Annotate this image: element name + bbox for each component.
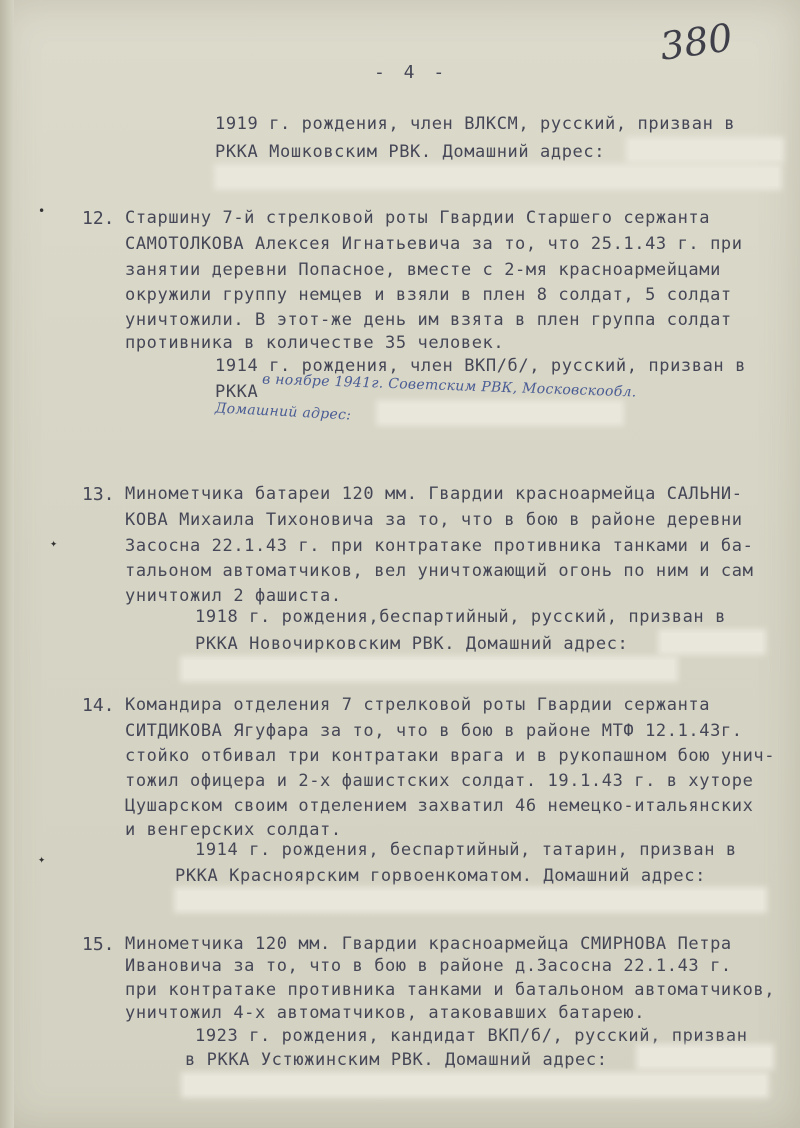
entry-text-line: окружили группу немцев и взяли в плен 8 солдат, 5 солдат: [125, 285, 732, 305]
entry-text-line: Старшину 7-й стрелковой роты Гвардии Старшего сержанта: [125, 208, 711, 228]
handwritten-note: Домашний адрес:: [214, 400, 352, 424]
entry-text-line: Минометчика батареи 120 мм. Гвардии красноармейца САЛЬНИ-: [125, 484, 743, 504]
bio-line: 1918 г. рождения,беспартийный, русский, призван в: [195, 607, 726, 627]
entry-text-line: противника в количестве 35 человек.: [125, 333, 505, 353]
bio-line: РККА Красноярским горвоенкоматом. Домашний адрес:: [175, 866, 706, 886]
bio-line: РККА: [215, 382, 259, 402]
entry-text-line: Засосна 22.1.43 г. при контратаке противника танками и ба-: [125, 536, 754, 556]
entry-text-line: Ивановича за то, что в бою в районе д.Засосна 22.1.43 г.: [125, 956, 732, 976]
redacted-address: [662, 633, 762, 651]
entry-text-line: при контратаке противника танками и батальоном автоматчиков,: [125, 980, 776, 1000]
entry-text-line: уничтожил 4-х автоматчиков, атаковавших батарею.: [125, 1003, 646, 1023]
entry-text-line: Командира отделения 7 стрелковой роты Гвардии сержанта: [125, 695, 711, 715]
entry-text-line: занятии деревни Попасное, вместе с 2-мя красноармейцами: [125, 260, 721, 280]
entry-text-line: стойко отбивал три контратаки врага и в рукопашном бою унич-: [125, 746, 776, 766]
redacted-address: [640, 1048, 770, 1066]
entry-number: 14.: [82, 695, 115, 716]
continuation-line: РККА Мошковским РВК. Домашний адрес:: [215, 142, 606, 162]
entry-text-line: тальоном автоматчиков, вел уничтожающий огонь по ним и сам: [125, 561, 754, 581]
bio-line: 1923 г. рождения, кандидат ВКП/б/, русский, призван: [195, 1026, 748, 1046]
redacted-address: [185, 1076, 765, 1094]
redacted-address: [380, 404, 620, 422]
bio-line: РККА Новочирковским РВК. Домашний адрес:: [195, 634, 629, 654]
entry-text-line: уничтожил 2 фашиста.: [125, 586, 342, 606]
entry-number: 12.: [82, 208, 115, 229]
redacted-address: [178, 891, 763, 909]
entry-text-line: СИТДИКОВА Ягуфара за то, что в бою в районе МТФ 12.1.43г.: [125, 721, 743, 741]
entry-text-line: тожил офицера и 2-х фашистских солдат. 19.1.43 г. в хуторе: [125, 771, 754, 791]
entry-text-line: Минометчика 120 мм. Гвардии красноармейца СМИРНОВА Петра: [125, 934, 732, 954]
archive-number: 380: [657, 15, 736, 69]
entry-number: 13.: [82, 484, 115, 505]
redacted-address: [630, 141, 780, 159]
entry-text-line: САМОТОЛКОВА Алексея Игнатьевича за то, что 25.1.43 г. при: [125, 234, 743, 254]
page-edge: [0, 0, 14, 1128]
entry-text-line: Цушарском своим отделением захватил 46 немецко-итальянских: [125, 796, 754, 816]
bio-line: 1914 г. рождения, беспартийный, татарин, призван в: [195, 840, 737, 860]
margin-mark: •: [38, 204, 46, 218]
entry-text-line: КОВА Михаила Тихоновича за то, что в бою в районе деревни: [125, 510, 743, 530]
margin-mark: ✦: [50, 536, 58, 550]
handwritten-note: в ноябре 1941г. Советским РВК, Московскообл.: [261, 371, 637, 401]
margin-mark: ✦: [38, 852, 46, 866]
entry-text-line: и венгерских солдат.: [125, 820, 342, 840]
bio-line: 1914 г. рождения, член ВКП/б/, русский, призван в: [215, 356, 746, 376]
page-number: - 4 -: [374, 62, 449, 83]
bio-line: в РККА Устюжинским РВК. Домашний адрес:: [185, 1050, 608, 1070]
redacted-address: [184, 660, 674, 678]
redacted-address: [218, 168, 778, 186]
entry-text-line: уничтожили. В этот-же день им взята в плен группа солдат: [125, 310, 732, 330]
continuation-line: 1919 г. рождения, член ВЛКСМ, русский, призван в: [215, 114, 736, 134]
entry-number: 15.: [82, 934, 115, 955]
